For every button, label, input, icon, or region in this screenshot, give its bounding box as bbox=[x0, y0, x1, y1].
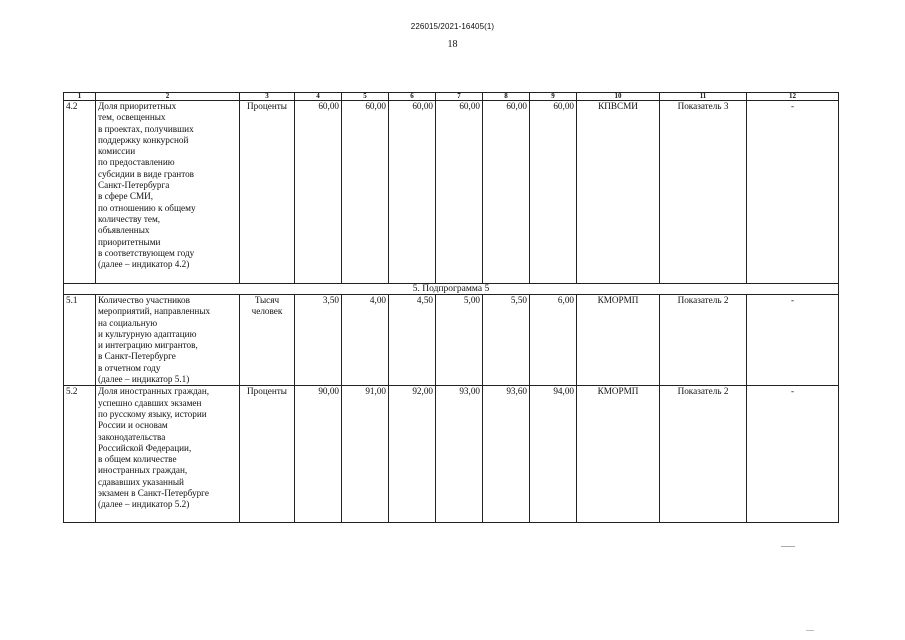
related-indicator: Показатель 2 bbox=[660, 295, 747, 386]
note: - bbox=[747, 101, 839, 284]
value-col6: 60,00 bbox=[389, 101, 436, 284]
unit: Тысяч человек bbox=[240, 295, 295, 386]
value-col8: 93,60 bbox=[483, 386, 530, 523]
responsible-org: КМОРМП bbox=[577, 386, 660, 523]
section-title: 5. Подпрограмма 5 bbox=[64, 284, 839, 295]
column-number: 3 bbox=[240, 93, 295, 101]
document-id: 226015/2021-16405(1) bbox=[410, 22, 495, 31]
row-number: 5.2 bbox=[64, 386, 96, 523]
column-number: 12 bbox=[747, 93, 839, 101]
value-col6: 92,00 bbox=[389, 386, 436, 523]
value-col4: 90,00 bbox=[295, 386, 342, 523]
related-indicator: Показатель 3 bbox=[660, 101, 747, 284]
table-row bbox=[64, 386, 839, 523]
column-number: 4 bbox=[295, 93, 342, 101]
row-number: 5.1 bbox=[64, 295, 96, 386]
column-number: 9 bbox=[530, 93, 577, 101]
value-col4: 3,50 bbox=[295, 295, 342, 386]
note: - bbox=[747, 295, 839, 386]
value-col9: 94,00 bbox=[530, 386, 577, 523]
value-col5: 4,00 bbox=[342, 295, 389, 386]
unit: Проценты bbox=[240, 386, 295, 523]
unit: Проценты bbox=[240, 101, 295, 284]
indicator-name: Доля иностранных граждан, успешно сдавших экзамен по русскому языку, истории России и основам законодательства Российской Федерации, в общем количестве иностранных граждан, сдававших указанный экзамен в Санкт-Петербурге (далее – индикатор 5.2) bbox=[96, 386, 240, 523]
table-row bbox=[64, 101, 839, 284]
value-col8: 5,50 bbox=[483, 295, 530, 386]
table-row bbox=[64, 295, 839, 386]
column-number: 1 bbox=[64, 93, 96, 101]
value-col7: 60,00 bbox=[436, 101, 483, 284]
responsible-org: КПВСМИ bbox=[577, 101, 660, 284]
section-row bbox=[64, 284, 839, 295]
indicators-table bbox=[63, 92, 839, 523]
scan-mark bbox=[781, 546, 795, 547]
column-number: 8 bbox=[483, 93, 530, 101]
value-col7: 93,00 bbox=[436, 386, 483, 523]
row-number: 4.2 bbox=[64, 101, 96, 284]
page-number: 18 bbox=[447, 39, 458, 50]
value-col9: 6,00 bbox=[530, 295, 577, 386]
column-number: 7 bbox=[436, 93, 483, 101]
related-indicator: Показатель 2 bbox=[660, 386, 747, 523]
indicator-name: Доля приоритетных тем, освещенных в проектах, получивших поддержку конкурсной комиссии по предоставлению субсидии в виде грантов Санкт-Петербурга в сфере СМИ, по отношению к общему количеству тем, объявленных приоритетными в соответствующем году (далее – индикатор 4.2) bbox=[96, 101, 240, 284]
value-col4: 60,00 bbox=[295, 101, 342, 284]
column-number: 5 bbox=[342, 93, 389, 101]
column-number: 10 bbox=[577, 93, 660, 101]
scan-mark bbox=[806, 630, 814, 631]
column-number: 11 bbox=[660, 93, 747, 101]
value-col5: 91,00 bbox=[342, 386, 389, 523]
value-col8: 60,00 bbox=[483, 101, 530, 284]
responsible-org: КМОРМП bbox=[577, 295, 660, 386]
column-number: 2 bbox=[96, 93, 240, 101]
value-col6: 4,50 bbox=[389, 295, 436, 386]
column-number-row bbox=[64, 93, 839, 101]
note: - bbox=[747, 386, 839, 523]
value-col7: 5,00 bbox=[436, 295, 483, 386]
column-number: 6 bbox=[389, 93, 436, 101]
value-col5: 60,00 bbox=[342, 101, 389, 284]
value-col9: 60,00 bbox=[530, 101, 577, 284]
indicator-name: Количество участников мероприятий, направленных на социальную и культурную адаптацию и интеграцию мигрантов, в Санкт-Петербурге в отчетном году (далее – индикатор 5.1) bbox=[96, 295, 240, 386]
